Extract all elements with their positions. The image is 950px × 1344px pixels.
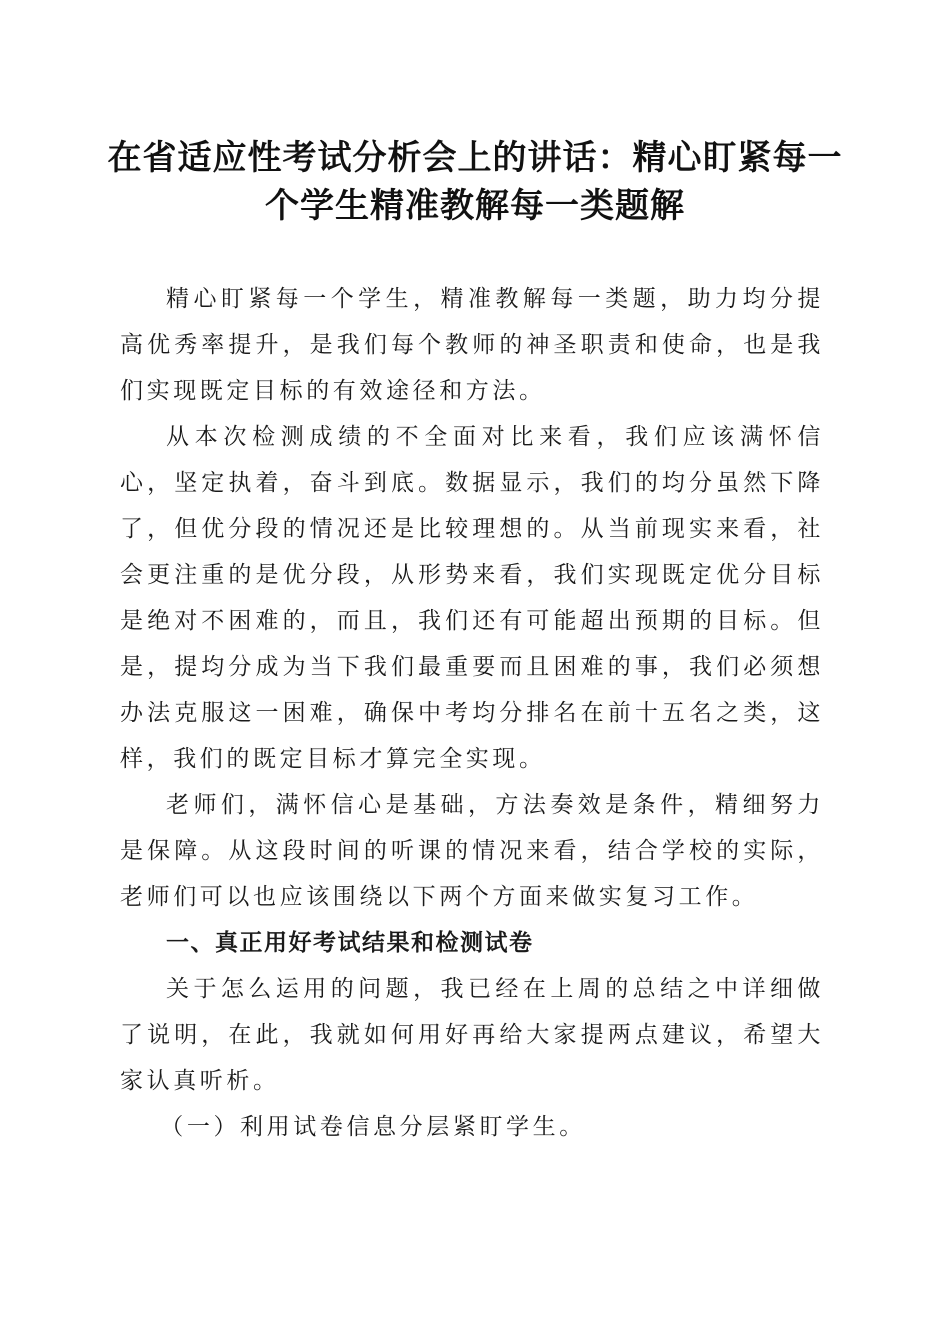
body-paragraph: 老师们，满怀信心是基础，方法奏效是条件，精细努力是保障。从这段时间的听课的情况来看，结合学校的实际，老师们可以也应该围绕以下两个方面来做实复习工作。: [120, 792, 824, 910]
section-heading: 一、真正用好考试结果和检测试卷: [166, 930, 534, 956]
body-paragraph: 关于怎么运用的问题，我已经在上周的总结之中详细做了说明，在此，我就如何用好再给大家提两点建议，希望大家认真听析。: [120, 976, 824, 1094]
body-paragraph: 从本次检测成绩的不全面对比来看，我们应该满怀信心，坚定执着，奋斗到底。数据显示，我们的均分虽然下降了，但优分段的情况还是比较理想的。从当前现实来看，社会更注重的是优分段，从形势来看，我们实现既定优分目标是绝对不困难的，而且，我们还有可能超出预期的目标。但是，提均分成为当下我们最重要而且困难的事，我们必须想办法克服这一困难，确保中考均分排名在前十五名之类，这样，我们的既定目标才算完全实现。: [120, 424, 824, 772]
body-paragraph: 精心盯紧每一个学生，精准教解每一类题，助力均分提高优秀率提升，是我们每个教师的神圣职责和使命，也是我们实现既定目标的有效途径和方法。: [120, 286, 824, 404]
document-body: [120, 276, 824, 1150]
document-title: 在省适应性考试分析会上的讲话：精心盯紧每一个学生精准教解每一类题解: [107, 138, 843, 226]
subsection-heading: （一）利用试卷信息分层紧盯学生。: [160, 1114, 586, 1140]
